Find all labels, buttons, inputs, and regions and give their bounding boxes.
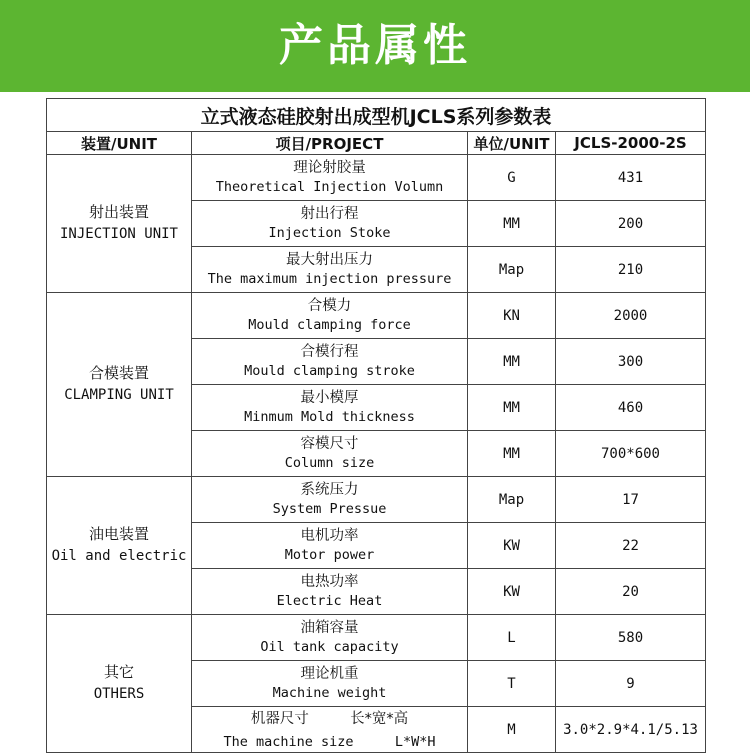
project-label-cn: 电机功率 [300,527,359,544]
table-header-row [47,132,706,155]
spec-table-wrapper [0,92,750,753]
unit-cell: MM [468,385,556,431]
project-line-en [192,730,467,752]
group-label-cn: 其它 [103,663,134,682]
page-banner [0,0,750,92]
project-label-cn: 系统压力 [300,481,359,498]
table-row [47,615,706,661]
project-cell [192,615,468,661]
header-project: 项目/PROJECT [192,132,468,155]
unit-cell: KW [468,523,556,569]
project-cell [192,385,468,431]
project-label-en-dimensions: L*W*H [394,733,436,750]
page-title: 产品属性 [279,20,471,71]
project-cell [192,661,468,707]
project-label-cn: 油箱容量 [300,619,359,636]
value-cell: 300 [556,339,706,385]
project-label-en: Minmum Mold thickness [244,409,415,426]
unit-cell: L [468,615,556,661]
project-label-en: The maximum injection pressure [207,271,452,288]
project-label-en: Theoretical Injection Volumn [215,179,444,196]
value-cell: 200 [556,201,706,247]
project-cell [192,431,468,477]
project-label-en: Oil tank capacity [260,639,399,656]
table-row [47,155,706,201]
value-cell: 17 [556,477,706,523]
project-cell [192,707,468,753]
project-label-cn: 理论机重 [300,665,359,682]
project-label-cn: 最小模厚 [300,389,359,406]
project-cell [192,477,468,523]
unit-cell: G [468,155,556,201]
value-cell: 431 [556,155,706,201]
project-label-cn-dimensions: 长*宽*高 [350,711,409,728]
project-label-cn: 理论射胶量 [293,159,366,176]
project-cell [192,201,468,247]
value-cell: 580 [556,615,706,661]
project-label-en: Injection Stoke [268,225,391,242]
table-row [47,477,706,523]
project-label-en: Mould clamping stroke [244,363,415,380]
table-row [47,293,706,339]
table-caption-row [47,99,706,132]
group-oil-and-electric [47,477,192,615]
unit-cell: KW [468,569,556,615]
value-cell: 3.0*2.9*4.1/5.13 [556,707,706,753]
group-label-en: Oil and electric [51,548,187,565]
table-caption: 立式液态硅胶射出成型机JCLS系列参数表 [47,99,706,132]
unit-cell: MM [468,431,556,477]
group-label-cn: 油电装置 [88,525,149,544]
project-label-en: Column size [284,455,375,472]
value-cell: 2000 [556,293,706,339]
group-label-cn: 合模装置 [88,364,149,383]
project-cell [192,247,468,293]
project-cell [192,155,468,201]
project-label-cn: 射出行程 [300,205,359,222]
group-label-en: CLAMPING UNIT [64,387,174,404]
project-cell [192,569,468,615]
project-line-cn [192,707,467,730]
unit-cell: M [468,707,556,753]
project-cell [192,523,468,569]
unit-cell: Map [468,477,556,523]
spec-table [46,98,706,753]
project-label-cn: 机器尺寸 [250,711,309,728]
project-label-en: Machine weight [272,685,387,702]
value-cell: 22 [556,523,706,569]
header-unit: 单位/UNIT [468,132,556,155]
group-label-cn: 射出装置 [88,203,149,222]
group-label-en: OTHERS [93,686,145,703]
project-label-cn: 最大射出压力 [286,251,373,268]
group-others [47,615,192,753]
project-cell [192,339,468,385]
unit-cell: KN [468,293,556,339]
header-model: JCLS-2000-2S [556,132,706,155]
group-label-en: INJECTION UNIT [59,226,178,243]
project-label-en: The machine size [223,733,354,750]
project-label-en: Electric Heat [276,593,383,610]
project-label-en: Mould clamping force [248,317,411,334]
value-cell: 460 [556,385,706,431]
value-cell: 700*600 [556,431,706,477]
value-cell: 210 [556,247,706,293]
unit-cell: MM [468,201,556,247]
unit-cell: MM [468,339,556,385]
header-unit-group: 装置/UNIT [47,132,192,155]
project-label-en: System Pressue [272,501,387,518]
project-label-cn: 电热功率 [300,573,359,590]
group-clamping-unit [47,293,192,477]
unit-cell: Map [468,247,556,293]
group-injection-unit [47,155,192,293]
project-label-en: Motor power [284,547,375,564]
value-cell: 9 [556,661,706,707]
project-label-cn: 容模尺寸 [300,435,359,452]
unit-cell: T [468,661,556,707]
value-cell: 20 [556,569,706,615]
project-label-cn: 合模力 [307,297,352,314]
project-cell [192,293,468,339]
project-label-cn: 合模行程 [300,343,359,360]
